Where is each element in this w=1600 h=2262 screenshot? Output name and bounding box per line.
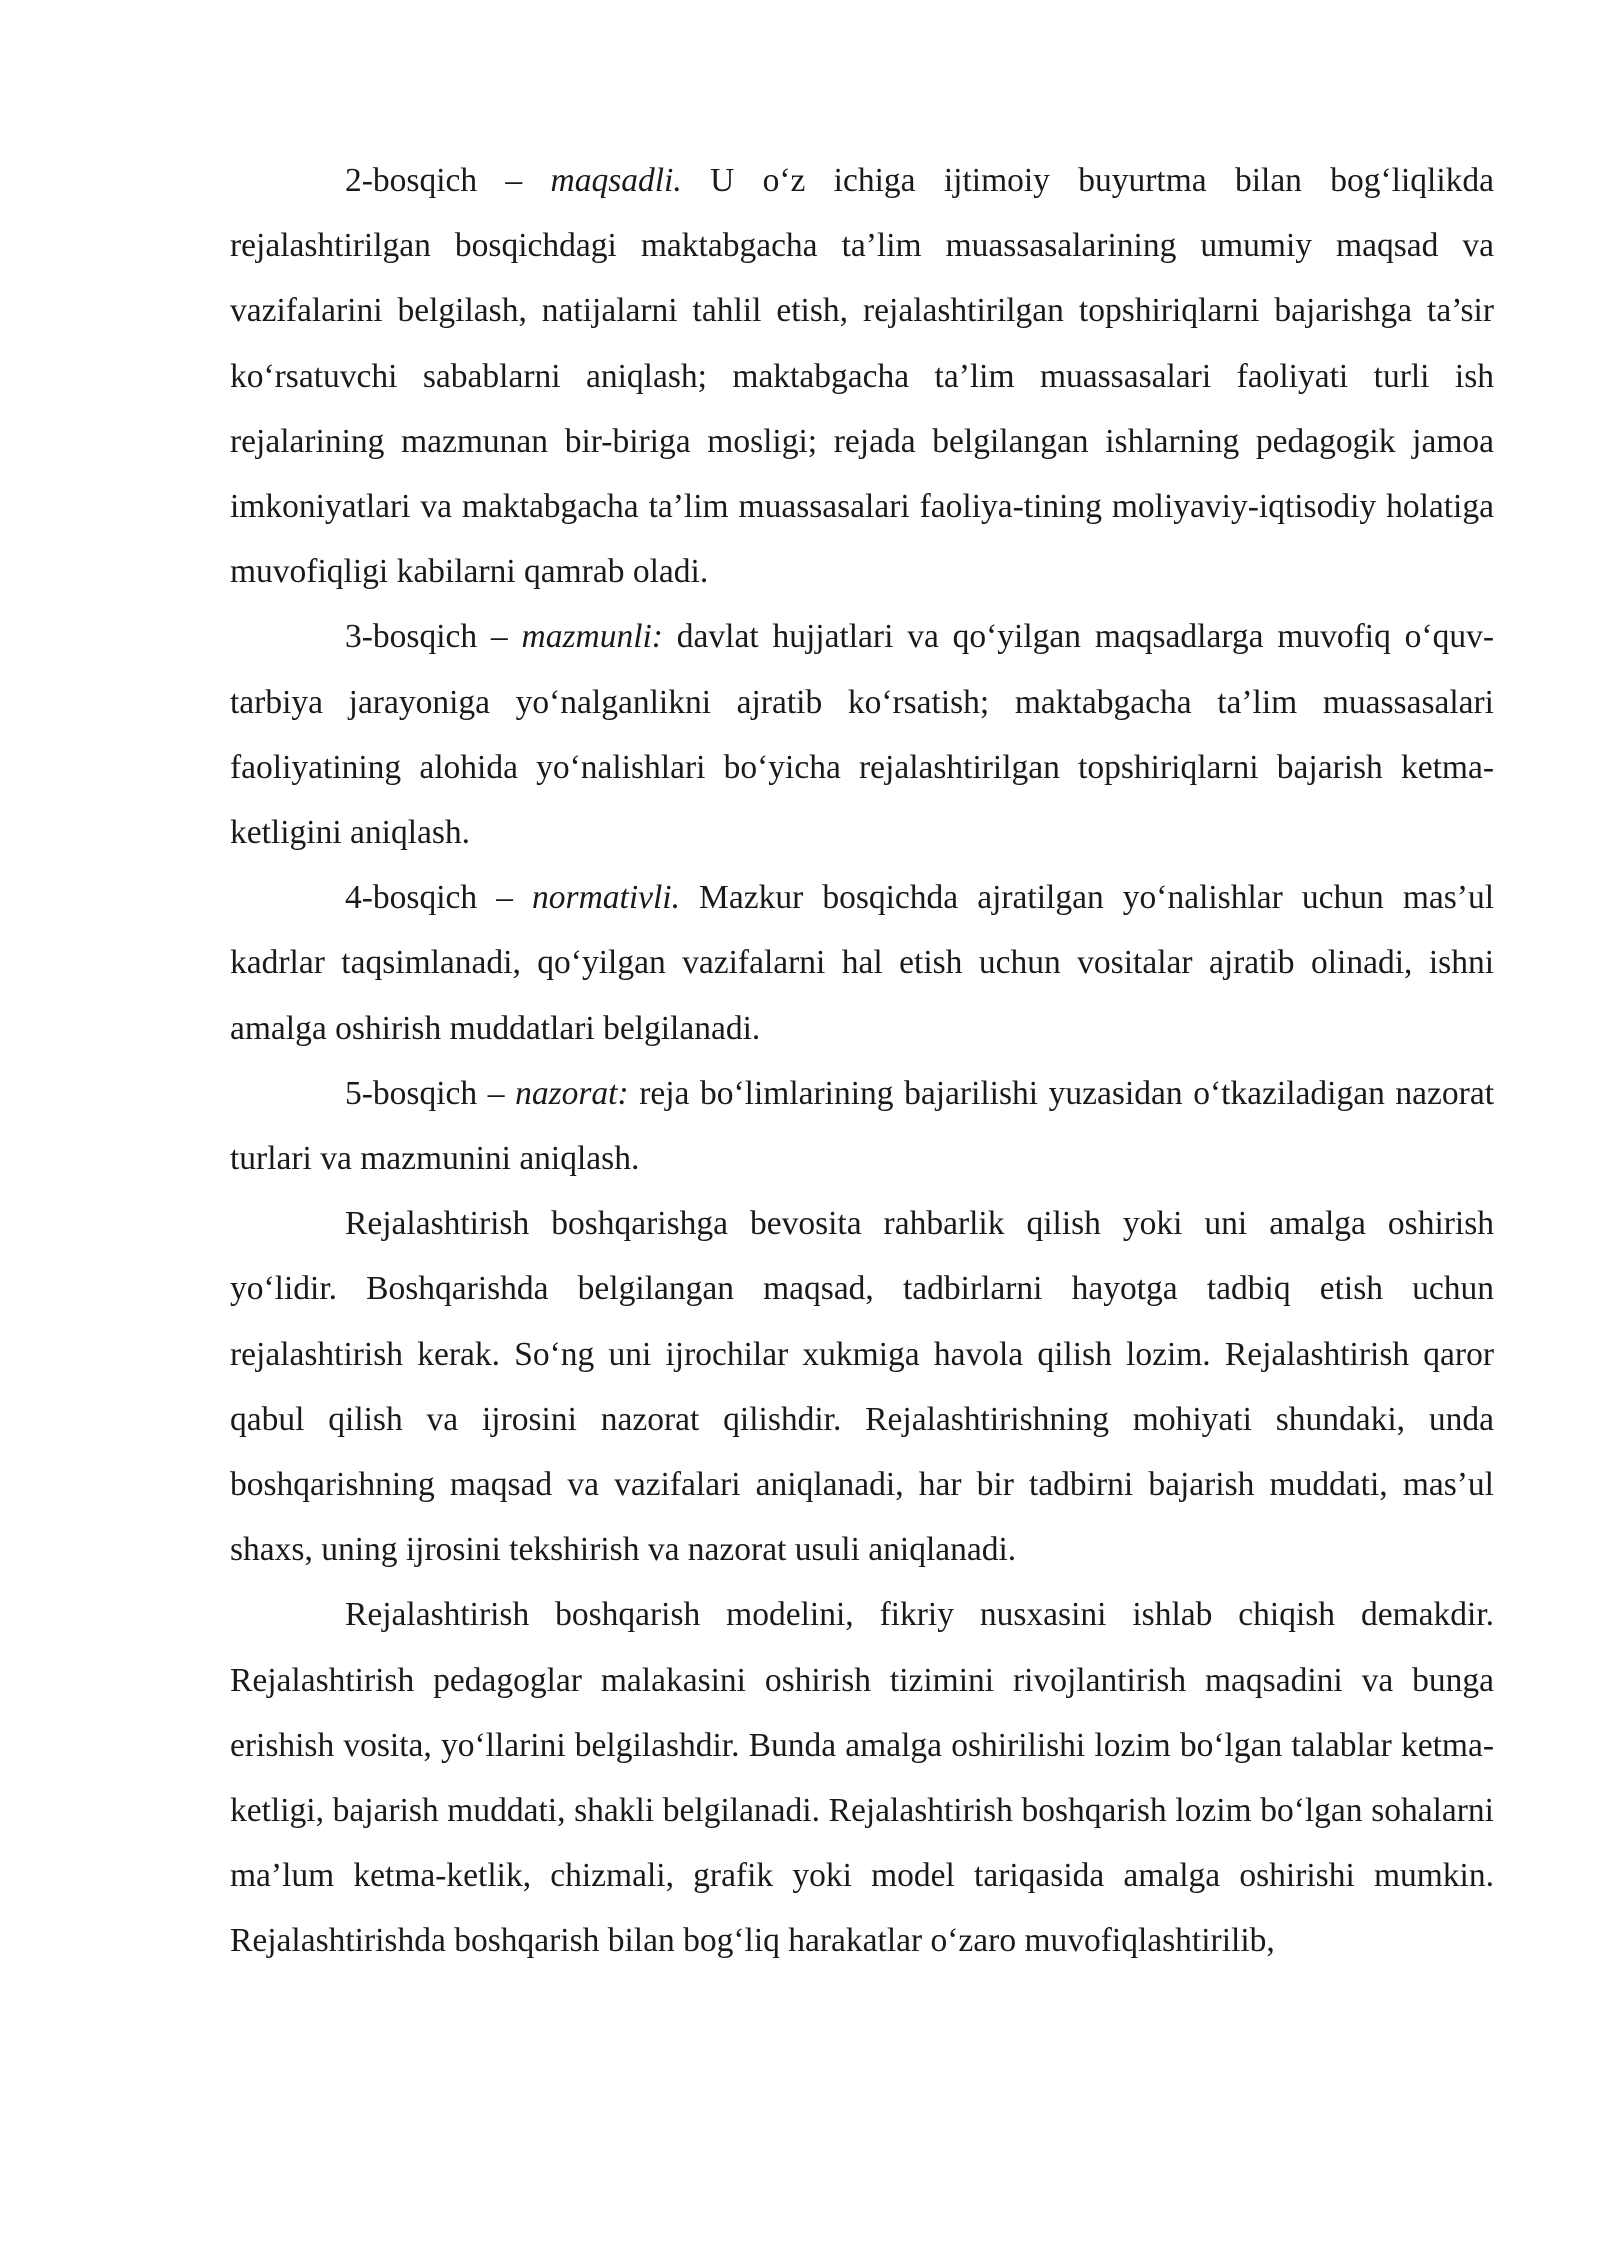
paragraph-planning-leadership: [230, 1191, 1494, 1582]
stage-term: mazmunli:: [521, 618, 663, 656]
paragraph-stage-3: [230, 604, 1494, 865]
stage-lead: 2-bosqich –: [345, 162, 551, 199]
paragraph-stage-5: [230, 1061, 1494, 1191]
stage-lead: 5-bosqich –: [345, 1074, 516, 1112]
stage-lead: 3-bosqich –: [345, 618, 522, 656]
paragraph-stage-2: [230, 148, 1494, 604]
stage-term: normativli.: [532, 879, 680, 917]
paragraph-text: Rejalashtirish boshqarish modelini, fikriy nusxasini ishlab chiqish demakdir. Rejalashtirish pedagoglar malakasini oshirish tizimini rivojlantirish maqsadini va bunga erishish vosita, yo‘llarini belgilashdir. Bunda amalga oshirilishi lozim bo‘lgan talablar ketma-ketligi, bajarish muddati, shakli belgilanadi. Rejalashtirish boshqarish lozim bo‘lgan sohalarni ma’lum ketma-ketlik, chizmali, grafik yoki model tariqasida amalga oshirishi mumkin. Rejalashtirishda boshqarish bilan bog‘liq harakatlar o‘zaro muvofiqlashtirilib,: [230, 1596, 1494, 1960]
paragraph-stage-4: [230, 865, 1494, 1061]
paragraph-text: Mazkur bosqichda ajratilgan yo‘nalishlar uchun mas’ul kadrlar taqsimlanadi, qo‘yilgan vazifalarni hal etish uchun vositalar ajratib olinadi, ishni amalga oshirish muddatlari belgilanadi.: [230, 879, 1494, 1047]
paragraph-text: davlat hujjatlari va qo‘yilgan maqsadlarga muvofiq o‘quv-tarbiya jarayoniga yo‘nalganlikni ajratib ko‘rsatish; maktabgacha ta’lim muassasalari faoliyatining alohida yo‘nalishlari bo‘yicha rejalashtirilgan topshiriqlarni bajarish ketma-ketligini aniqlash.: [230, 618, 1494, 852]
stage-term: maqsadli.: [550, 162, 682, 199]
paragraph-text: reja bo‘limlarining bajarilishi yuzasidan o‘tkaziladigan nazorat turlari va mazmunini aniqlash.: [230, 1074, 1494, 1178]
paragraph-text: U o‘z ichiga ijtimoiy buyurtma bilan bog‘liqlikda rejalashtirilgan bosqichdagi maktabgacha ta’lim muassasalarining umumiy maqsad va vazifalarini belgilash, natijalarni tahlil etish, rejalashtirilgan topshiriqlarni bajarishga ta’sir ko‘rsatuvchi sabablarni aniqlash; maktabgacha ta’lim muassasalari faoliyati turli ish rejalarining mazmunan bir-biriga mosligi; rejada belgilangan ishlarning pedagogik jamoa imkoniyatlari va maktabgacha ta’lim muassasalari faoliya-tining moliyaviy-iqtisodiy holatiga muvofiqligi kabilarni qamrab oladi.: [230, 162, 1495, 591]
paragraph-text: Rejalashtirish boshqarishga bevosita rahbarlik qilish yoki uni amalga oshirish yo‘lidir. Boshqarishda belgilangan maqsad, tadbirlarni hayotga tadbiq etish uchun rejalashtirish kerak. So‘ng uni ijrochilar xukmiga havola qilish lozim. Rejalashtirish qaror qabul qilish va ijrosini nazorat qilishdir. Rejalashtirishning mohiyati shundaki, unda boshqarishning maqsad va vazifalari aniqlanadi, har bir tadbirni bajarish muddati, mas’ul shaxs, uning ijrosini tekshirish va nazorat usuli aniqlanadi.: [230, 1205, 1494, 1569]
document-page: [230, 148, 1494, 1974]
paragraph-planning-model: [230, 1582, 1494, 1973]
stage-lead: 4-bosqich –: [345, 879, 533, 917]
stage-term: nazorat:: [515, 1074, 629, 1112]
